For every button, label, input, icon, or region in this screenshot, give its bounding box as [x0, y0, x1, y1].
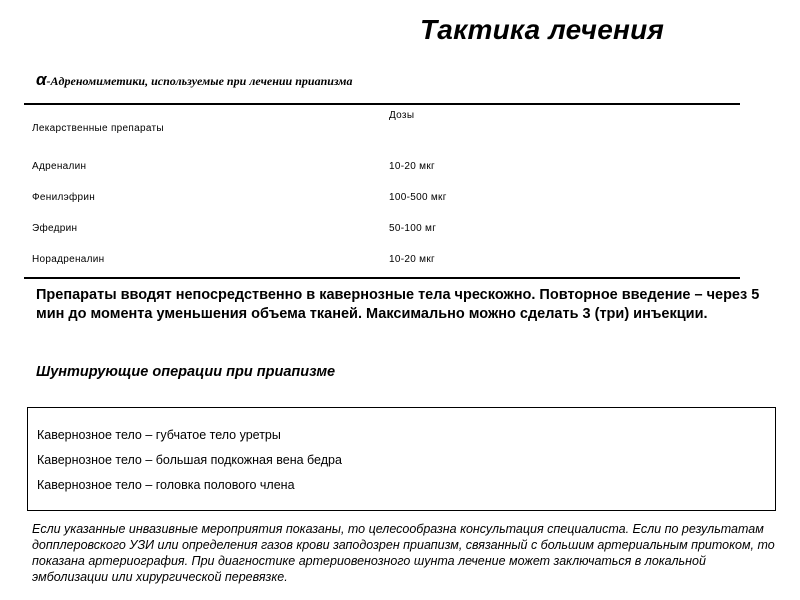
table-top-rule: [24, 103, 740, 105]
table-row-drug: Фенилэфрин: [32, 192, 96, 203]
shunt-list-item: Кавернозное тело – головка полового члена: [37, 478, 295, 492]
table-row-drug: Адреналин: [32, 161, 87, 172]
header-drug: Лекарственные препараты: [32, 123, 164, 134]
table-row-dose: 100-500 мкг: [389, 192, 447, 203]
administration-paragraph: Препараты вводят непосредственно в кавернозные тела чрескожно. Повторное введение – через 5 мин до момента уменьшения объема тканей. Максимально можно сделать 3 (три) инъекции.: [36, 287, 760, 322]
alpha-symbol: α: [36, 70, 47, 89]
table-row-dose: 50-100 мг: [389, 223, 437, 234]
shunt-list-item: Кавернозное тело – губчатое тело уретры: [37, 428, 281, 442]
table-bottom-rule: [24, 277, 740, 279]
table-row-dose: 10-20 мкг: [389, 161, 435, 172]
table-row-drug: Эфедрин: [32, 223, 78, 234]
table-caption-text: -Адреномиметики, используемые при лечении приапизма: [46, 74, 353, 88]
shunt-list-item: Кавернозное тело – большая подкожная вена бедра: [37, 453, 342, 467]
table-row-dose: 10-20 мкг: [389, 254, 435, 265]
table-caption: [36, 70, 353, 90]
page-title: Тактика лечения: [420, 14, 665, 45]
consultation-note: Если указанные инвазивные мероприятия показаны, то целесообразна консультация специалиста. Если по результатам допплеровского УЗИ или определения газов крови заподозрен приапизм, связанный с большим артериальным притоком, то показана артериография. При диагностике артериовенозного шунта лечение может заключаться в локальной эмболизации или хирургической перевязке.: [32, 522, 775, 584]
shunt-list-box: [27, 407, 776, 511]
header-dose: Дозы: [389, 110, 415, 121]
shunt-heading: Шунтирующие операции при приапизме: [36, 364, 336, 380]
table-row-drug: Норадреналин: [32, 254, 105, 265]
